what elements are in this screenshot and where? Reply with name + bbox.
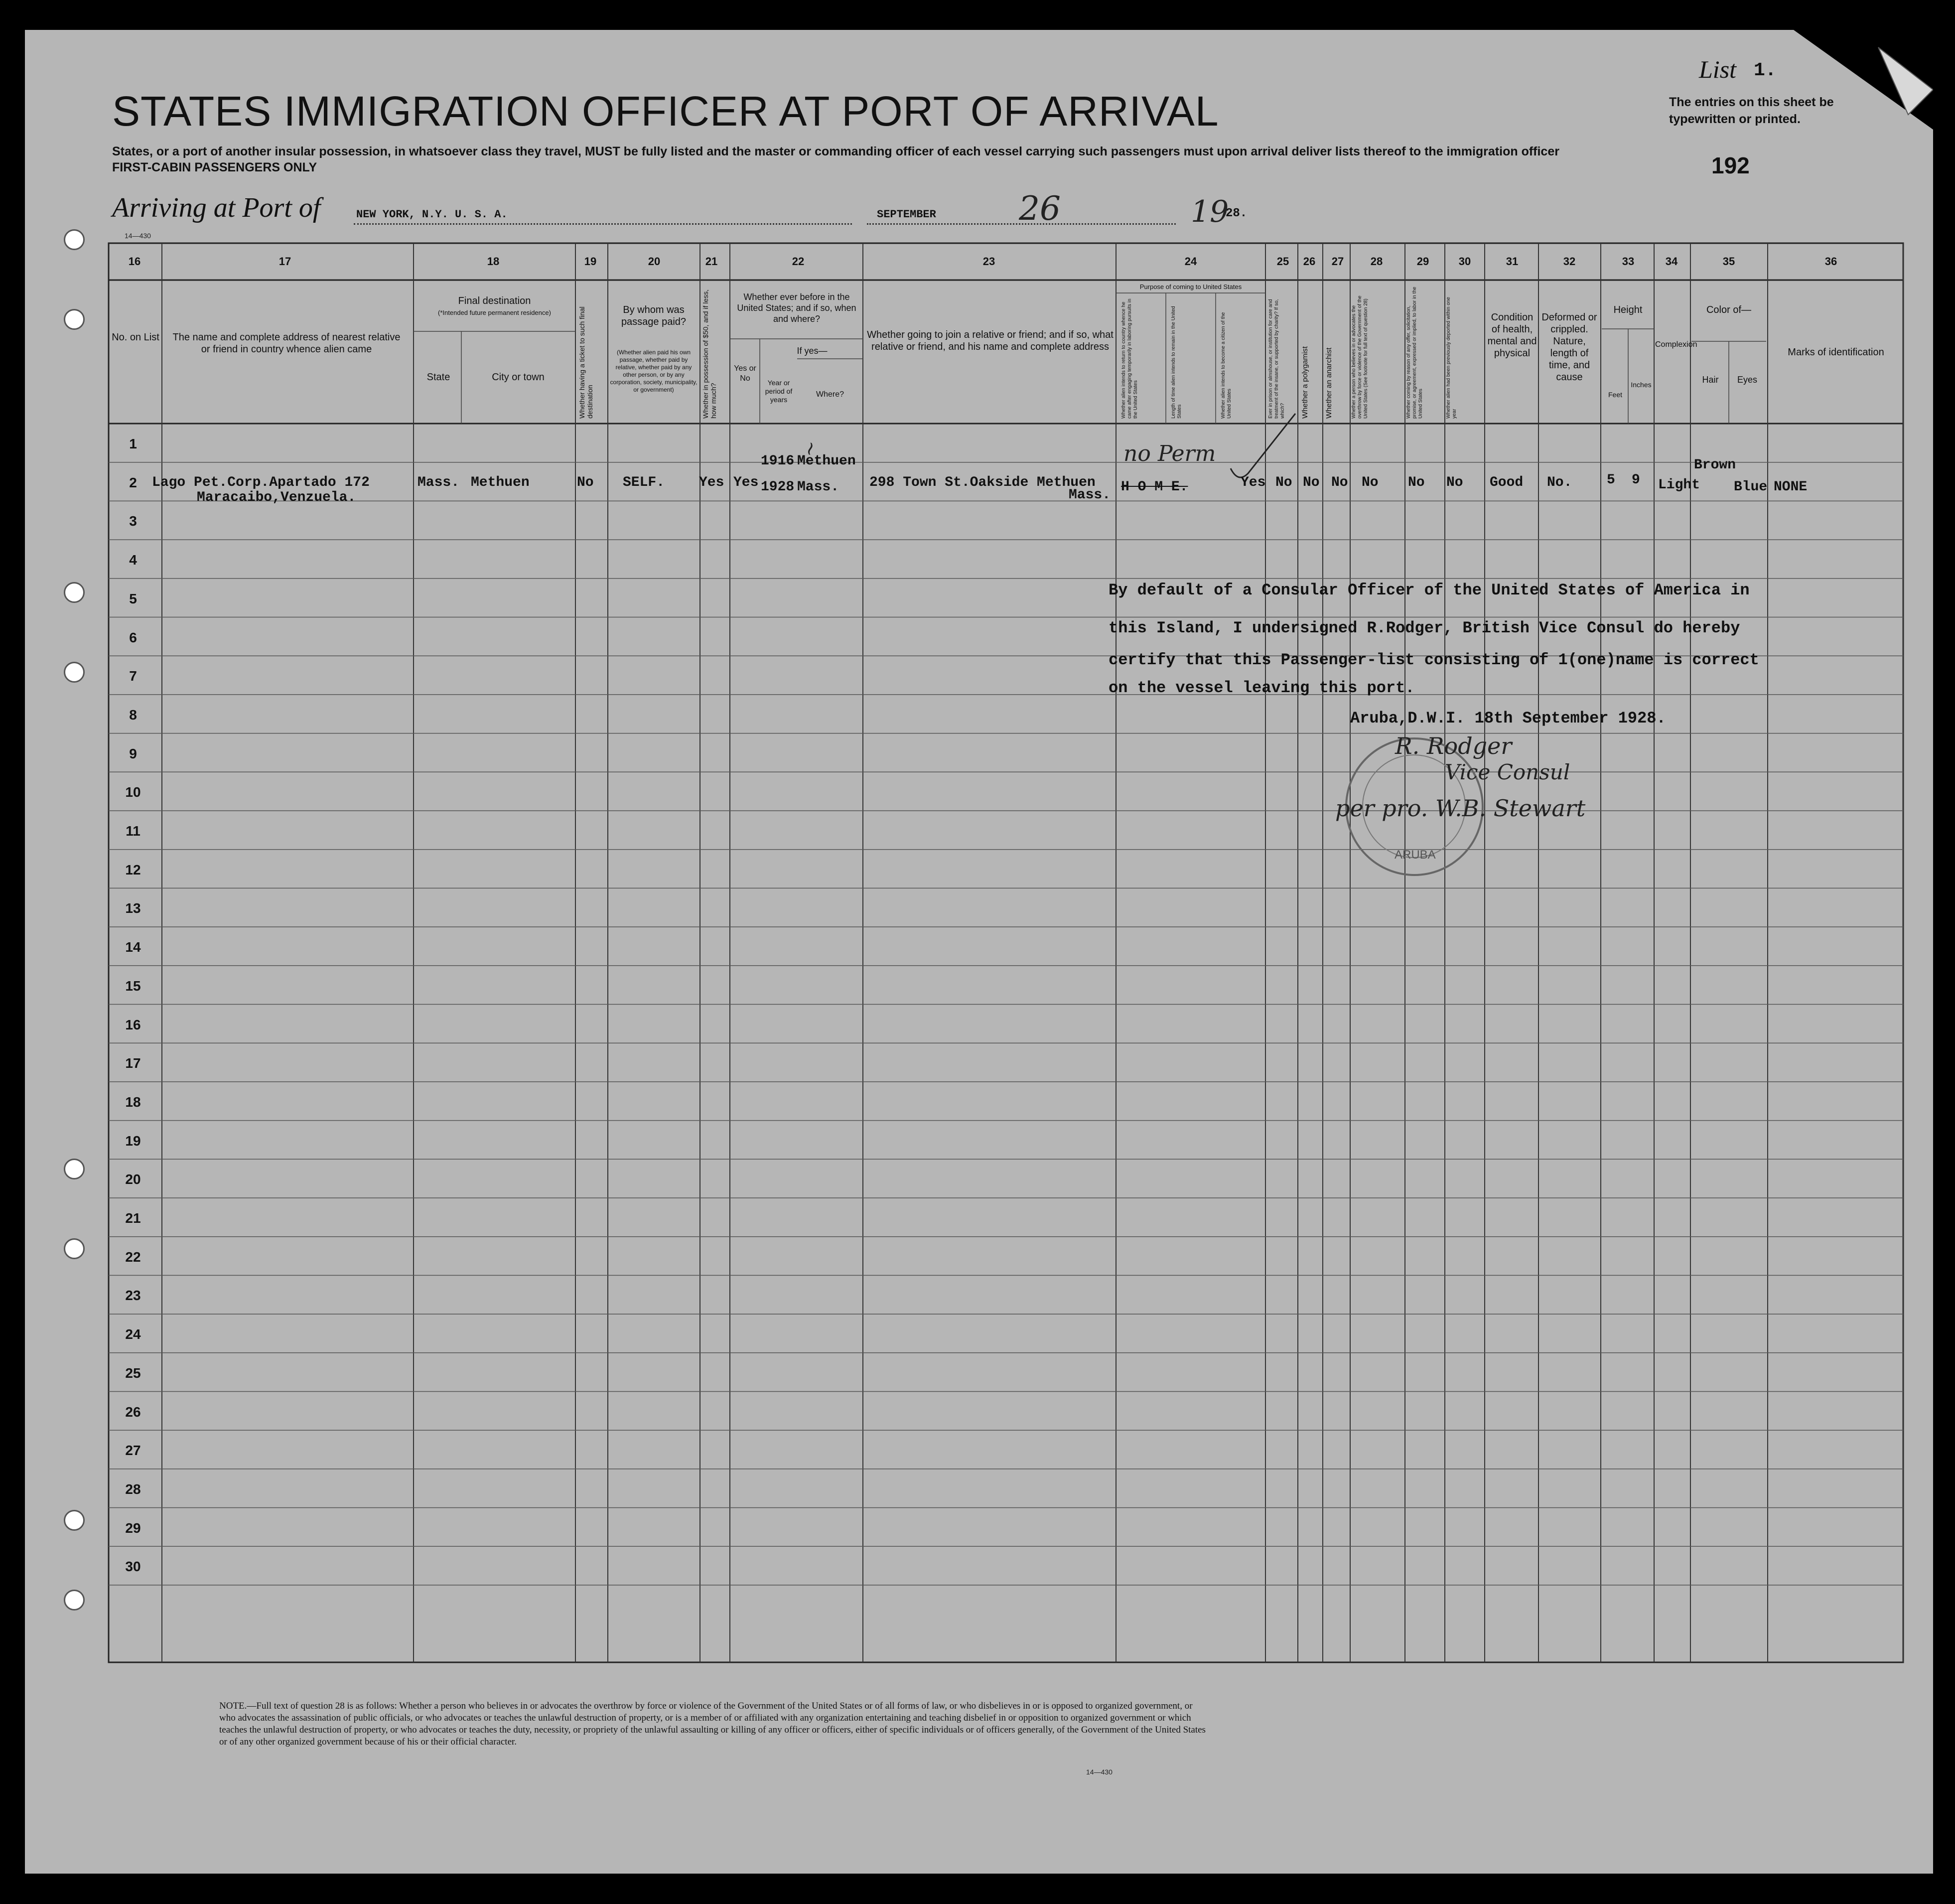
year-suffix: 28.: [1226, 207, 1248, 220]
row-number: 10: [125, 784, 141, 800]
height-feet-value: 5: [1607, 472, 1615, 488]
certification-line-4: on the vessel leaving this port.: [1109, 679, 1415, 697]
column-number: 17: [279, 255, 291, 268]
header-ever-before: Whether ever before in the United States; and if so, when and where?: [737, 292, 856, 324]
passage-paid-value: SELF.: [623, 475, 665, 490]
column-number: 16: [128, 255, 141, 268]
column-number: 31: [1506, 255, 1519, 268]
header-passage-paid: By whom was passage paid?: [621, 304, 687, 327]
header-final-destination-note: (*Intended future permanent residence): [438, 309, 551, 316]
years-value: 1916 1928: [761, 453, 795, 495]
header-ticket: Whether having a ticket to such final destination: [578, 306, 594, 419]
header-where: Where?: [816, 390, 844, 399]
row-number: 2: [129, 474, 137, 490]
labor-offer-value: No: [1408, 475, 1425, 490]
page-number: 192: [1711, 152, 1750, 178]
row-number: 19: [125, 1133, 141, 1149]
row-number: 6: [129, 629, 137, 645]
header-prison: Ever in prison or almshouse, or institution for care and treatment of the insane, or supported by charity? If so, which?: [1268, 299, 1285, 419]
header-city: City or town: [492, 372, 545, 383]
folded-corner: [1794, 30, 1933, 130]
header-years: Year or period of years: [765, 379, 793, 404]
column-number: 22: [792, 255, 805, 268]
column-number: 36: [1824, 255, 1837, 268]
header-anarchist: Whether an anarchist: [1325, 347, 1333, 419]
instructions-text: States, or a port of another insular possession, in whatsoever class they travel, MUST be fully listed and the master or commanding officer of each vessel carrying such passengers must upon arrival deliver lists thereof to the immigration officer: [112, 145, 1559, 158]
money-value: Yes: [699, 475, 724, 490]
deformed-value: No.: [1547, 475, 1572, 490]
row-number: 22: [125, 1249, 141, 1265]
header-passage-paid-note: (Whether alien paid his own passage, whether paid by relative, whether paid by any other person, or by any corporation, society, municipality, or government): [610, 349, 698, 393]
column-number: 29: [1416, 255, 1429, 268]
row-number: 18: [125, 1094, 141, 1110]
header-labor-offer: Whether coming by reason of any offer, solicitation, promise, or agreement, expressed or implied, to labor in the United States: [1406, 287, 1423, 419]
place-date: Aruba,D.W.I. 18th September 1928.: [1350, 709, 1666, 728]
column-number: 27: [1331, 255, 1344, 268]
header-final-destination: Final destination: [458, 295, 531, 306]
month-value: SEPTEMBER: [877, 208, 936, 221]
ever-before-value: Yes: [733, 475, 759, 490]
row-number: 13: [125, 900, 141, 916]
list-number: 1.: [1754, 60, 1777, 81]
row-number: 5: [129, 590, 137, 606]
ticket-value: No: [577, 475, 594, 490]
certification-line-2: this Island, I undersigned R.Rodger, British Vice Consul do hereby: [1109, 619, 1740, 637]
joining-value-line2: Mass.: [1069, 487, 1111, 503]
day-value: 26: [1019, 189, 1061, 228]
footnote-form-code: 14—430: [1086, 1768, 1113, 1776]
row-number: 24: [125, 1326, 141, 1342]
row-number: 12: [125, 862, 141, 878]
certification-line-3: certify that this Passenger-list consisting of 1(one)name is correct: [1109, 651, 1759, 669]
joining-value: 298 Town St.Oakside Methuen: [869, 475, 1096, 490]
header-marks: Marks of identification: [1788, 347, 1884, 358]
anarchist-value: No: [1331, 475, 1348, 490]
hair-value: Brown: [1694, 457, 1736, 473]
prison-value: No: [1275, 475, 1292, 490]
purpose-value: H O M E.: [1121, 479, 1188, 495]
column-number: 25: [1276, 255, 1289, 268]
column-number: 33: [1622, 255, 1635, 268]
row-number: 16: [125, 1017, 141, 1032]
certification-line-1: By default of a Consular Officer of the United States of America in: [1109, 581, 1750, 599]
where-value: Methuen Mass.: [797, 453, 856, 495]
column-number: 34: [1665, 255, 1678, 268]
column-number: 28: [1370, 255, 1383, 268]
row-number: 27: [125, 1443, 141, 1459]
header-inches: Inches: [1631, 381, 1652, 389]
column-number: 23: [982, 255, 995, 268]
destination-state: Mass.: [418, 475, 460, 490]
signature-stewart: per pro. W.B. Stewart: [1335, 795, 1586, 822]
consular-seal: ARUBA: [1345, 737, 1484, 876]
row-number: 29: [125, 1520, 141, 1536]
header-state: State: [426, 372, 450, 383]
column-number: 32: [1563, 255, 1576, 268]
header-hair: Hair: [1702, 375, 1719, 385]
q28-value: No: [1362, 475, 1379, 490]
row-number: 25: [125, 1365, 141, 1381]
column-number: 26: [1303, 255, 1316, 268]
port-value: NEW YORK, N.Y. U. S. A.: [356, 208, 508, 221]
health-value: Good: [1490, 475, 1524, 490]
row-number: 14: [125, 939, 141, 955]
header-money: Whether in possession of $50, and if less, how much?: [701, 289, 717, 419]
header-purpose-citizen: Whether alien intends to become a citizen of the United States: [1221, 312, 1232, 419]
column-number: 20: [648, 255, 661, 268]
row-number: 8: [129, 707, 137, 723]
row-number: 23: [125, 1288, 141, 1304]
arriving-label: Arriving at Port of: [112, 192, 321, 223]
header-polygamist: Whether a polygamist: [1301, 346, 1309, 419]
header-yes-no: Yes or No: [734, 364, 756, 383]
header-eyes: Eyes: [1737, 375, 1758, 385]
header-purpose: Purpose of coming to United States: [1139, 283, 1242, 291]
row-number: 28: [125, 1481, 141, 1497]
header-color: Color of—: [1706, 304, 1752, 315]
column-number: 19: [584, 255, 597, 268]
polygamist-value: No: [1303, 475, 1320, 490]
typewritten-notice: The entries on this sheet be typewritten or printed.: [1669, 95, 1834, 126]
header-joining: Whether going to join a relative or friend; and if so, what relative or friend, and his name and complete address: [867, 329, 1114, 352]
row-number: 3: [129, 513, 137, 529]
header-purpose-return: Whether alien intends to return to country whence he came after engaging temporarily in laboring pursuits in the United States: [1121, 298, 1138, 419]
column-number: 21: [705, 255, 718, 268]
header-feet: Feet: [1608, 391, 1622, 399]
destination-city: Methuen: [471, 475, 530, 490]
signature-rodger: R. Rodger: [1395, 732, 1512, 759]
eyes-value: Blue: [1734, 479, 1768, 495]
row-number: 15: [125, 978, 141, 994]
header-if-yes: If yes—: [797, 346, 828, 356]
header-relative-address: The name and complete address of nearest relative or friend in country whence alien came: [172, 332, 401, 355]
column-number: 30: [1458, 255, 1471, 268]
row-number: 30: [125, 1559, 141, 1575]
handwritten-scribble: ~: [797, 438, 823, 459]
purpose-handwritten: no Perm: [1123, 441, 1216, 466]
height-inches-value: 9: [1632, 472, 1640, 488]
row-number: 21: [125, 1210, 141, 1226]
footnote-question-28: NOTE.—Full text of question 28 is as follows: Whether a person who believes in or advocates the overthrow by force or violence of the Government of the United States or of all forms of law, or who disbelieves in or is opposed to organized government, or who advocates the assassination of public officials, or who advocates or teaches the unlawful destruction of property, or is a member of or affiliated with any organization entertaining and teaching disbelief in or opposition to organized government or which teaches the unlawful destruction of property, or who advocates or teaches the duty, necessity, or propriety of the unlawful assaulting or killing of any officer or officers, either of specific individuals or of officers generally, of the Government of the United States or of any other organized government because of his or their official character.: [219, 1701, 1206, 1747]
header-deported: Whether alien had been previously deported within one year: [1446, 296, 1457, 419]
column-number: 35: [1722, 255, 1735, 268]
header-no-on-list: No. on List: [112, 332, 159, 343]
header-health: Condition of health, mental and physical: [1487, 312, 1537, 359]
column-number: 24: [1184, 255, 1197, 268]
marks-value: NONE: [1774, 479, 1808, 495]
header-height: Height: [1613, 304, 1643, 315]
row-number: 4: [129, 552, 137, 568]
passenger-class-label: FIRST-CABIN PASSENGERS ONLY: [112, 160, 317, 174]
page-title: STATES IMMIGRATION OFFICER AT PORT OF ARRIVAL: [112, 88, 1219, 135]
year-prefix: 19: [1191, 194, 1229, 229]
header-purpose-length: Length of time alien intends to remain in the United States: [1171, 306, 1182, 419]
row-number: 20: [125, 1172, 141, 1187]
row-number: 26: [125, 1404, 141, 1420]
column-number: 18: [487, 255, 500, 268]
header-q28: Whether a person who believes in or advocates the overthrow by force or violence of the Government of the United States (See footnote for full text of question 28): [1351, 295, 1369, 419]
relative-address-line1: Lago Pet.Corp.Apartado 172: [152, 475, 370, 490]
signature-title: Vice Consul: [1445, 760, 1570, 784]
row-number: 17: [125, 1055, 141, 1071]
header-complexion: Complexion: [1655, 340, 1697, 349]
deported-value: No: [1446, 475, 1463, 490]
citizen-value: Yes: [1241, 475, 1266, 490]
form-code: 14—430: [125, 232, 151, 240]
list-label: List: [1699, 55, 1737, 83]
complexion-value: Light: [1658, 477, 1700, 493]
row-number: 7: [129, 668, 137, 684]
row-number: 11: [126, 823, 140, 839]
relative-address-line2: Maracaibo,Venzuela.: [197, 490, 356, 505]
row-number: 9: [129, 745, 137, 761]
header-deformed: Deformed or crippled. Nature, length of time, and cause: [1541, 312, 1597, 383]
row-number: 1: [129, 436, 137, 451]
